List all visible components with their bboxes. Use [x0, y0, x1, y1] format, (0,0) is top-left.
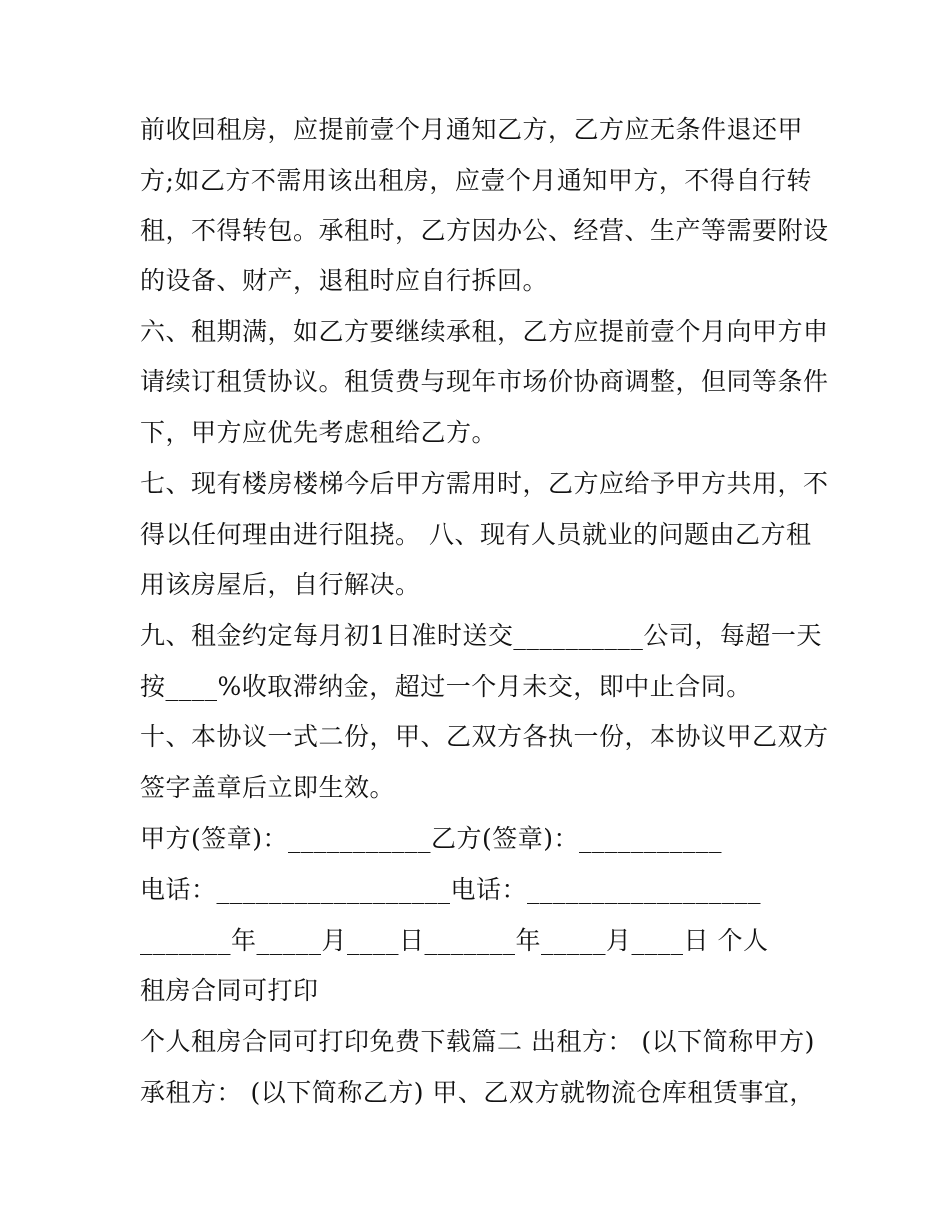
text-line: 租，不得转包。承租时，乙方因办公、经营、生产等需要附设 [140, 216, 829, 245]
text-line: 签字盖章后立即生效。 [140, 773, 396, 802]
phone-line: 电话：__________________电话：__________________ [140, 875, 762, 904]
date-line: _______年_____月____日_______年_____月____日 个人 [140, 926, 769, 955]
text-line: 按____%收取滞纳金，超过一个月未交，即中止合同。 [140, 672, 752, 701]
text-line: 十、本协议一式二份，甲、乙双方各执一份，本协议甲乙双方 [140, 722, 829, 751]
text-line: 九、租金约定每月初1日准时送交__________公司，每超一天 [140, 621, 822, 650]
text-line: 用该房屋后，自行解决。 [140, 570, 421, 599]
text-line: 前收回租房，应提前壹个月通知乙方，乙方应无条件退还甲 [140, 115, 804, 144]
text-line: 六、租期满，如乙方要继续承租，乙方应提前壹个月向甲方申 [140, 317, 829, 346]
text-line: 下，甲方应优先考虑租给乙方。 [140, 418, 498, 447]
text-line: 七、现有楼房楼梯今后甲方需用时，乙方应给予甲方共用，不 [140, 469, 829, 498]
text-line: 租房合同可打印 [140, 976, 319, 1005]
signature-line: 甲方(签章)：___________乙方(签章)：___________ [140, 824, 723, 853]
text-line: 个人租房合同可打印免费下载篇二 出租方： (以下简称甲方) [140, 1027, 815, 1056]
text-line: 承租方： (以下简称乙方) 甲、乙双方就物流仓库租赁事宜， [140, 1078, 815, 1107]
text-line: 方;如乙方不需用该出租房，应壹个月通知甲方，不得自行转 [140, 166, 812, 195]
text-line: 得以任何理由进行阻挠。 八、现有人员就业的问题由乙方租 [140, 520, 812, 549]
text-line: 的设备、财产，退租时应自行拆回。 [140, 266, 549, 295]
text-line: 请续订租赁协议。租赁费与现年市场价协商调整，但同等条件 [140, 367, 829, 396]
